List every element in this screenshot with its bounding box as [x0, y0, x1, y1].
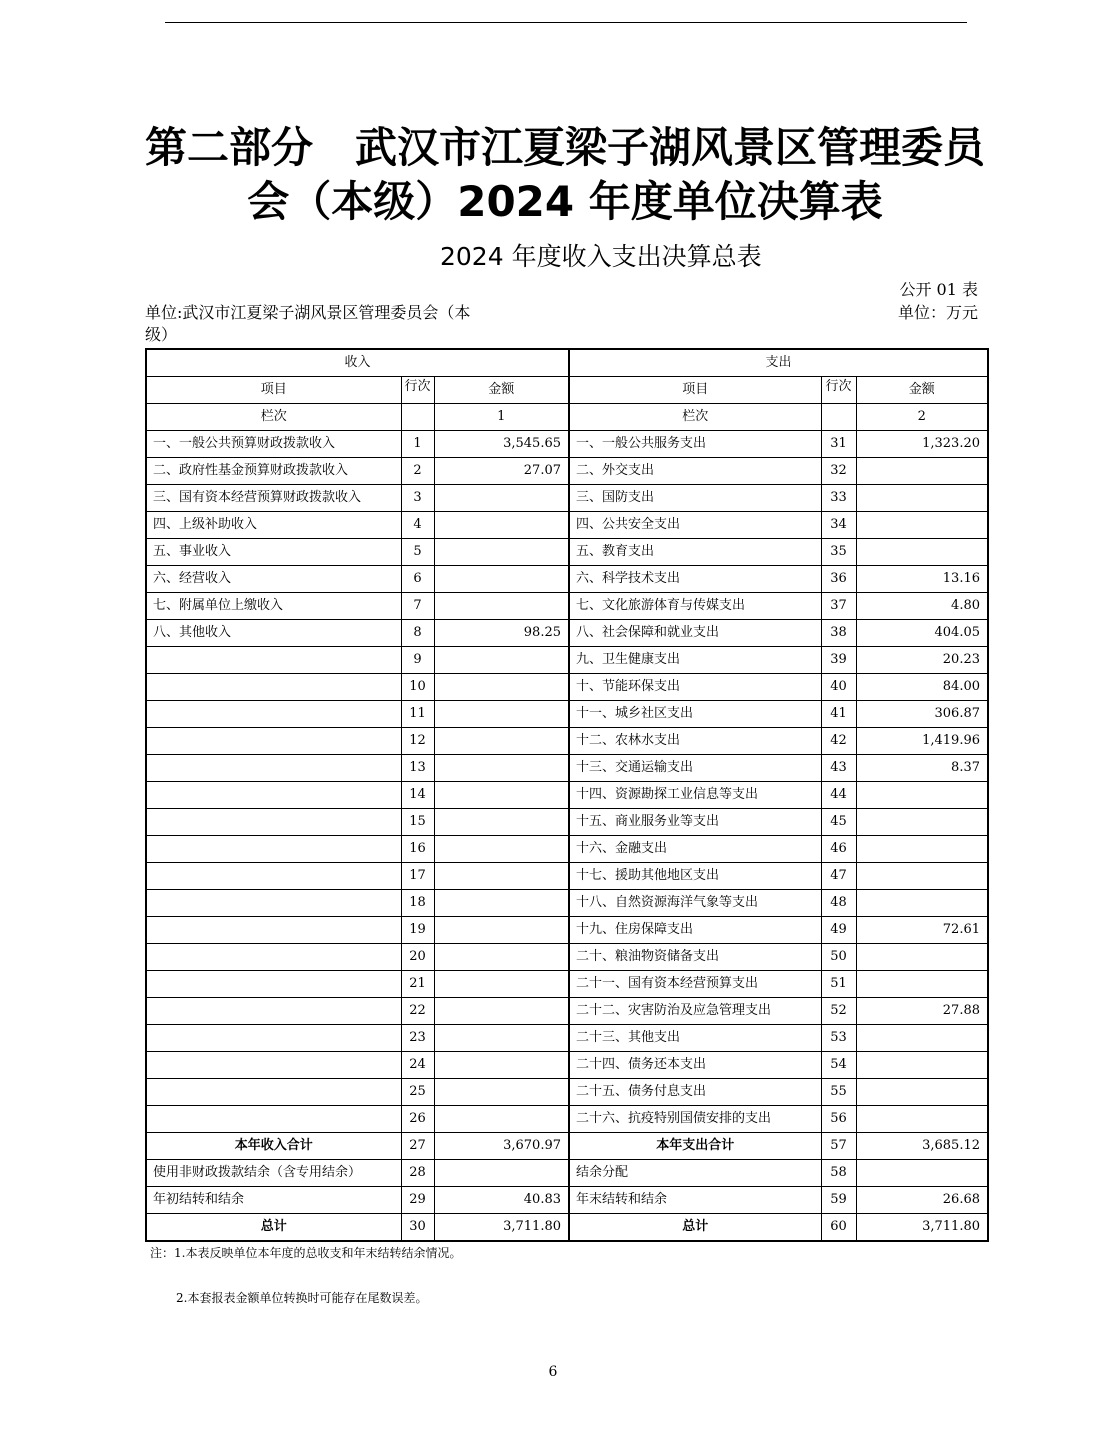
income-line-cell: 9 — [401, 647, 434, 674]
income-amount-cell — [434, 944, 569, 971]
income-item-cell: 二、政府性基金预算财政拨款收入 — [146, 458, 401, 485]
income-line-cell: 27 — [401, 1133, 434, 1160]
income-amount-header: 金额 — [434, 377, 569, 404]
income-item-cell: 一、一般公共预算财政拨款收入 — [146, 431, 401, 458]
expense-column-label: 栏次 — [569, 404, 821, 431]
income-line-cell: 25 — [401, 1079, 434, 1106]
table-row — [146, 485, 988, 512]
income-item-cell — [146, 1106, 401, 1133]
expense-item-cell: 二十三、其他支出 — [569, 1025, 821, 1052]
income-item-header: 项目 — [146, 377, 401, 404]
expense-amount-cell — [856, 1106, 988, 1133]
form-number: 公开 01 表 — [899, 280, 978, 299]
expense-amount-cell: 404.05 — [856, 620, 988, 647]
expense-amount-cell — [856, 1079, 988, 1106]
expense-item-cell: 七、文化旅游体育与传媒支出 — [569, 593, 821, 620]
expense-amount-cell — [856, 1025, 988, 1052]
expense-item-cell: 六、科学技术支出 — [569, 566, 821, 593]
income-line-cell: 24 — [401, 1052, 434, 1079]
expense-amount-cell — [856, 539, 988, 566]
expense-amount-cell — [856, 890, 988, 917]
expense-amount-cell — [856, 1160, 988, 1187]
expense-amount-cell: 8.37 — [856, 755, 988, 782]
table-subtitle: 2024 年度收入支出决算总表 — [440, 242, 762, 271]
expense-line-cell: 38 — [821, 620, 856, 647]
income-item-cell — [146, 971, 401, 998]
expense-line-cell: 60 — [821, 1214, 856, 1242]
income-amount-cell — [434, 1160, 569, 1187]
table-row — [146, 728, 988, 755]
expense-item-cell: 十三、交通运输支出 — [569, 755, 821, 782]
expense-item-cell: 九、卫生健康支出 — [569, 647, 821, 674]
expense-line-cell: 35 — [821, 539, 856, 566]
expense-item-cell: 二十一、国有资本经营预算支出 — [569, 971, 821, 998]
income-item-cell — [146, 1052, 401, 1079]
expense-amount-cell: 72.61 — [856, 917, 988, 944]
income-line-cell: 6 — [401, 566, 434, 593]
income-item-cell — [146, 755, 401, 782]
table-row — [146, 1106, 988, 1133]
expense-line-cell: 52 — [821, 998, 856, 1025]
expense-line-cell: 46 — [821, 836, 856, 863]
expense-item-cell: 十、节能环保支出 — [569, 674, 821, 701]
expense-amount-cell — [856, 863, 988, 890]
income-item-cell: 总计 — [146, 1214, 401, 1242]
income-line-cell: 30 — [401, 1214, 434, 1242]
expense-amount-cell: 27.88 — [856, 998, 988, 1025]
table-row — [146, 539, 988, 566]
expense-item-cell: 十九、住房保障支出 — [569, 917, 821, 944]
table-row — [146, 620, 988, 647]
expense-line-cell: 53 — [821, 1025, 856, 1052]
table-row — [146, 1079, 988, 1106]
income-item-cell: 五、事业收入 — [146, 539, 401, 566]
income-amount-cell — [434, 782, 569, 809]
expense-line-cell: 45 — [821, 809, 856, 836]
income-amount-cell: 3,545.65 — [434, 431, 569, 458]
income-amount-cell — [434, 1106, 569, 1133]
income-amount-cell — [434, 998, 569, 1025]
expense-line-cell: 58 — [821, 1160, 856, 1187]
income-item-cell — [146, 782, 401, 809]
table-row — [146, 1025, 988, 1052]
expense-line-cell: 49 — [821, 917, 856, 944]
table-row — [146, 647, 988, 674]
income-item-cell — [146, 836, 401, 863]
income-amount-cell — [434, 566, 569, 593]
income-amount-cell — [434, 701, 569, 728]
income-line-cell: 3 — [401, 485, 434, 512]
unit-label: 单位:武汉市江夏梁子湖风景区管理委员会（本级） — [145, 303, 471, 344]
table-row — [146, 701, 988, 728]
income-item-cell: 年初结转和结余 — [146, 1187, 401, 1214]
income-line-cell: 23 — [401, 1025, 434, 1052]
expense-amount-cell: 3,711.80 — [856, 1214, 988, 1242]
income-item-cell — [146, 917, 401, 944]
income-item-cell — [146, 674, 401, 701]
income-amount-cell — [434, 728, 569, 755]
table-row — [146, 971, 988, 998]
income-amount-cell — [434, 1052, 569, 1079]
income-line-cell: 28 — [401, 1160, 434, 1187]
expense-amount-cell — [856, 836, 988, 863]
income-amount-cell — [434, 1025, 569, 1052]
income-amount-cell — [434, 512, 569, 539]
expense-item-cell: 三、国防支出 — [569, 485, 821, 512]
expense-amount-cell — [856, 944, 988, 971]
expense-amount-cell: 13.16 — [856, 566, 988, 593]
table-row — [146, 1160, 988, 1187]
expense-item-cell: 十四、资源勘探工业信息等支出 — [569, 782, 821, 809]
expense-line-cell: 44 — [821, 782, 856, 809]
income-item-cell — [146, 728, 401, 755]
table-row — [146, 431, 988, 458]
expense-line-cell: 51 — [821, 971, 856, 998]
expense-item-cell: 十二、农林水支出 — [569, 728, 821, 755]
expense-item-cell: 年末结转和结余 — [569, 1187, 821, 1214]
table-row — [146, 1133, 988, 1160]
income-amount-cell — [434, 971, 569, 998]
table-row — [146, 863, 988, 890]
expense-amount-cell — [856, 809, 988, 836]
top-rule — [165, 22, 967, 23]
income-item-cell: 本年收入合计 — [146, 1133, 401, 1160]
income-line-cell: 18 — [401, 890, 434, 917]
income-item-cell: 八、其他收入 — [146, 620, 401, 647]
expense-line-cell: 54 — [821, 1052, 856, 1079]
expense-item-cell: 四、公共安全支出 — [569, 512, 821, 539]
income-amount-cell — [434, 593, 569, 620]
expense-item-cell: 二十五、债务付息支出 — [569, 1079, 821, 1106]
expense-column-line-blank — [821, 404, 856, 431]
income-amount-cell: 3,711.80 — [434, 1214, 569, 1242]
income-amount-cell: 3,670.97 — [434, 1133, 569, 1160]
table-row — [146, 890, 988, 917]
currency-unit: 单位：万元 — [897, 303, 978, 322]
table-row — [146, 674, 988, 701]
table-row — [146, 1187, 988, 1214]
income-line-cell: 5 — [401, 539, 434, 566]
expense-line-cell: 42 — [821, 728, 856, 755]
expense-amount-cell: 1,419.96 — [856, 728, 988, 755]
expense-item-cell: 二、外交支出 — [569, 458, 821, 485]
income-amount-cell — [434, 755, 569, 782]
expense-amount-cell — [856, 458, 988, 485]
expense-item-header: 项目 — [569, 377, 821, 404]
income-line-cell: 4 — [401, 512, 434, 539]
expense-column-number: 2 — [856, 404, 988, 431]
expense-amount-cell: 3,685.12 — [856, 1133, 988, 1160]
income-amount-cell — [434, 485, 569, 512]
expense-line-cell: 48 — [821, 890, 856, 917]
income-amount-cell — [434, 863, 569, 890]
expense-item-cell: 十六、金融支出 — [569, 836, 821, 863]
page-title-line-2: 会（本级）2024 年度单位决算表 — [247, 177, 883, 226]
expense-item-cell: 二十四、债务还本支出 — [569, 1052, 821, 1079]
expense-amount-cell: 20.23 — [856, 647, 988, 674]
income-item-cell — [146, 809, 401, 836]
expense-amount-cell — [856, 1052, 988, 1079]
income-item-cell — [146, 944, 401, 971]
income-item-cell: 三、国有资本经营预算财政拨款收入 — [146, 485, 401, 512]
table-row — [146, 917, 988, 944]
table-section-header-row — [146, 349, 988, 377]
income-item-cell: 四、上级补助收入 — [146, 512, 401, 539]
income-item-cell — [146, 1025, 401, 1052]
expense-line-cell: 50 — [821, 944, 856, 971]
expense-line-cell: 32 — [821, 458, 856, 485]
table-row — [146, 998, 988, 1025]
income-amount-cell — [434, 647, 569, 674]
income-line-cell: 22 — [401, 998, 434, 1025]
table-row — [146, 782, 988, 809]
expense-amount-cell: 84.00 — [856, 674, 988, 701]
expense-line-cell: 59 — [821, 1187, 856, 1214]
expense-line-cell: 40 — [821, 674, 856, 701]
income-column-line-blank — [401, 404, 434, 431]
income-line-cell: 8 — [401, 620, 434, 647]
income-item-cell — [146, 998, 401, 1025]
income-amount-cell — [434, 809, 569, 836]
income-line-cell: 19 — [401, 917, 434, 944]
page-title-line-1: 第二部分 武汉市江夏梁子湖风景区管理委员 — [144, 123, 985, 172]
income-item-cell — [146, 647, 401, 674]
income-line-cell: 13 — [401, 755, 434, 782]
expense-item-cell: 五、教育支出 — [569, 539, 821, 566]
expense-item-cell: 十八、自然资源海洋气象等支出 — [569, 890, 821, 917]
expense-amount-cell — [856, 512, 988, 539]
income-amount-cell — [434, 836, 569, 863]
expense-line-cell: 33 — [821, 485, 856, 512]
page-number: 6 — [548, 1364, 558, 1380]
income-line-cell: 26 — [401, 1106, 434, 1133]
expense-item-cell: 二十、粮油物资储备支出 — [569, 944, 821, 971]
income-amount-cell: 27.07 — [434, 458, 569, 485]
table-row — [146, 1052, 988, 1079]
income-line-cell: 7 — [401, 593, 434, 620]
income-column-label: 栏次 — [146, 404, 401, 431]
income-column-number: 1 — [434, 404, 569, 431]
expense-line-cell: 37 — [821, 593, 856, 620]
table-row — [146, 809, 988, 836]
income-item-cell — [146, 863, 401, 890]
income-line-cell: 20 — [401, 944, 434, 971]
income-line-cell: 16 — [401, 836, 434, 863]
expense-line-header: 行次 — [821, 377, 856, 404]
income-line-cell: 29 — [401, 1187, 434, 1214]
income-item-cell — [146, 701, 401, 728]
income-line-cell: 17 — [401, 863, 434, 890]
expense-line-cell: 55 — [821, 1079, 856, 1106]
income-amount-cell: 98.25 — [434, 620, 569, 647]
income-amount-cell — [434, 1079, 569, 1106]
expense-amount-cell: 26.68 — [856, 1187, 988, 1214]
expense-item-cell: 八、社会保障和就业支出 — [569, 620, 821, 647]
income-line-cell: 12 — [401, 728, 434, 755]
expense-line-cell: 41 — [821, 701, 856, 728]
table-row — [146, 566, 988, 593]
table-row — [146, 836, 988, 863]
table-row — [146, 755, 988, 782]
expense-item-cell: 总计 — [569, 1214, 821, 1242]
table-row — [146, 458, 988, 485]
expense-line-cell: 31 — [821, 431, 856, 458]
expense-item-cell: 结余分配 — [569, 1160, 821, 1187]
expense-line-cell: 57 — [821, 1133, 856, 1160]
budget-table — [145, 348, 989, 1242]
footnote-1: 注：1.本表反映单位本年度的总收支和年末结转结余情况。 — [150, 1246, 462, 1260]
table-row — [146, 1214, 988, 1242]
income-line-header: 行次 — [401, 377, 434, 404]
income-line-cell: 15 — [401, 809, 434, 836]
expense-amount-cell: 306.87 — [856, 701, 988, 728]
income-line-cell: 2 — [401, 458, 434, 485]
income-line-cell: 14 — [401, 782, 434, 809]
expense-item-cell: 十一、城乡社区支出 — [569, 701, 821, 728]
expense-line-cell: 43 — [821, 755, 856, 782]
income-line-cell: 21 — [401, 971, 434, 998]
expense-amount-header: 金额 — [856, 377, 988, 404]
expense-line-cell: 47 — [821, 863, 856, 890]
income-item-cell — [146, 1079, 401, 1106]
expense-section-header: 支出 — [569, 349, 988, 377]
income-amount-cell — [434, 890, 569, 917]
income-line-cell: 11 — [401, 701, 434, 728]
income-amount-cell: 40.83 — [434, 1187, 569, 1214]
expense-item-cell: 二十六、抗疫特别国债安排的支出 — [569, 1106, 821, 1133]
expense-line-cell: 39 — [821, 647, 856, 674]
income-line-cell: 10 — [401, 674, 434, 701]
income-item-cell: 七、附属单位上缴收入 — [146, 593, 401, 620]
table-column-number-row — [146, 404, 988, 431]
expense-item-cell: 十七、援助其他地区支出 — [569, 863, 821, 890]
income-item-cell — [146, 890, 401, 917]
table-column-header-row — [146, 377, 988, 404]
expense-item-cell: 本年支出合计 — [569, 1133, 821, 1160]
expense-line-cell: 36 — [821, 566, 856, 593]
expense-item-cell: 二十二、灾害防治及应急管理支出 — [569, 998, 821, 1025]
expense-amount-cell: 4.80 — [856, 593, 988, 620]
table-row — [146, 512, 988, 539]
expense-item-cell: 十五、商业服务业等支出 — [569, 809, 821, 836]
income-amount-cell — [434, 917, 569, 944]
income-item-cell: 使用非财政拨款结余（含专用结余） — [146, 1160, 401, 1187]
expense-amount-cell — [856, 971, 988, 998]
expense-amount-cell — [856, 782, 988, 809]
footnote-2: 2.本套报表金额单位转换时可能存在尾数误差。 — [176, 1291, 428, 1305]
table-row — [146, 593, 988, 620]
expense-line-cell: 34 — [821, 512, 856, 539]
expense-amount-cell — [856, 485, 988, 512]
expense-amount-cell: 1,323.20 — [856, 431, 988, 458]
income-line-cell: 1 — [401, 431, 434, 458]
expense-item-cell: 一、一般公共服务支出 — [569, 431, 821, 458]
income-amount-cell — [434, 674, 569, 701]
income-section-header: 收入 — [146, 349, 569, 377]
expense-line-cell: 56 — [821, 1106, 856, 1133]
income-item-cell: 六、经营收入 — [146, 566, 401, 593]
income-amount-cell — [434, 539, 569, 566]
table-row — [146, 944, 988, 971]
